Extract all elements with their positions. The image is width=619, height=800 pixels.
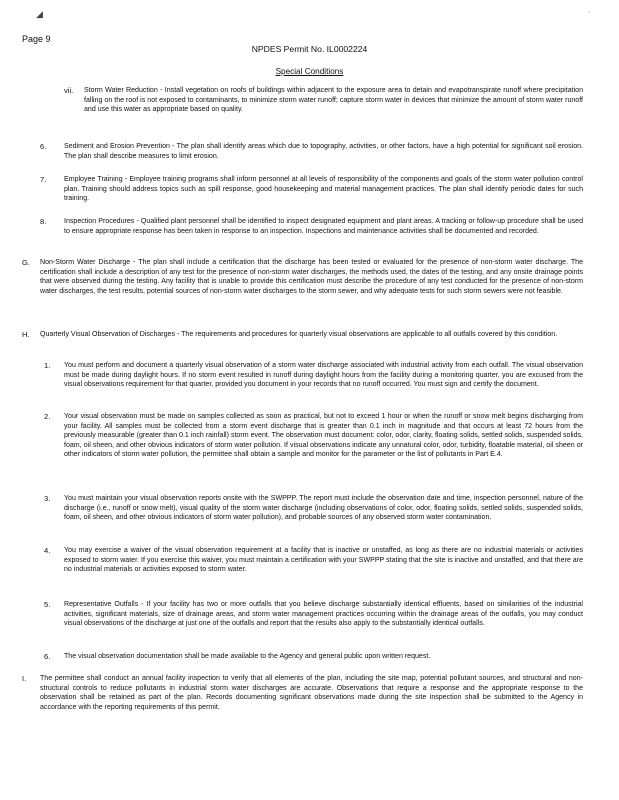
item-label: 1.: [44, 361, 51, 370]
section-label: H.: [22, 330, 30, 339]
item-label: 4.: [44, 546, 51, 555]
section-text: Quarterly Visual Observation of Discharges - The requirements and procedures for quarterly visual observations are applicable to all outfalls covered by this condition.: [40, 331, 558, 338]
item-text: You must perform and document a quarterly visual observation of a storm water discharge associated with industrial activity from each outfall. The visual observation must be made during daylight hours. If no storm event resulted in runoff during daylight hours from the facility during a monitoring quarter, you are excused from the visual observations requirement for that quarter, provided you document in your records that no runoff occurred. You must sign and certify the document.: [64, 362, 583, 389]
item-label: 6.: [40, 142, 47, 151]
item-text: Sediment and Erosion Prevention - The plan shall identify areas which due to topography, activities, or other factors, have a high potential for significant soil erosion. The plan shall describe measures to limit erosion.: [64, 143, 583, 160]
section-label: G.: [22, 258, 31, 267]
item-text: You must maintain your visual observation reports onsite with the SWPPP. The report must include the observation date and time, inspection personnel, nature of the discharge (i.e., runoff or snow melt), visual quality of the storm water discharge (including observations of color, odor, floating solids, settled solids, suspended solids, foam, oil sheen, and other obvious indicators of storm water pollution), and probable sources of any observed storm water contamination.: [64, 495, 583, 522]
item-text: Storm Water Reduction - Install vegetation on roofs of buildings within adjacent to the exposure area to detain and evapotranspirate runoff where precipitation falling on the roof is not exposed to contaminants, to minimize storm water runoff; capture storm water in devices that minimize the amount of storm water runoff and use this water as appropriate based on quality.: [84, 87, 583, 114]
item-text: Employee Training - Employee training programs shall inform personnel at all levels of responsibility of the components and goals of the storm water pollution control plan. Training should address topics such as spill response, good housekeeping and material management practices. The plan shall identify periodic dates for such training.: [64, 176, 583, 203]
section-title: Special Conditions: [275, 67, 344, 76]
section-text: The permittee shall conduct an annual facility inspection to verify that all elements of the plan, including the site map, potential pollutant sources, and structural and non-structural controls to reduce pollutants in industrial storm water discharges are accurate. Observations that require a response and the appropriate response to the observation shall be retained as part of the plan. Records documenting significant observations made during the site inspection shall be submitted to the Agency in accordance with the reporting requirements of this permit.: [40, 675, 583, 711]
permit-number: NPDES Permit No. IL0002224: [251, 44, 368, 54]
item-label: 8.: [40, 217, 47, 226]
item-text: Your visual observation must be made on samples collected as soon as practical, but not to exceed 1 hour or when the runoff or snow melt begins discharging from your facility. All samples must be collected from a storm event discharge that is greater than 0.1 inch in magnitude and that occurs at least 72 hours from the previously measurable (greater than 0.1 inch rainfall) storm event. The observation must document: color, odor, clarity, floating solids, settled solids, suspended solids, foam, oil sheen, and other obvious indicators of storm water pollution. If visual observations indicate any unnatural color, odor, turbidity, floatable material, oil sheen or other indicators of storm water pollution, the permittee shall obtain a sample and monitor for the parameter or the list of pollutants in Part E.4.: [64, 413, 583, 459]
section-label: I.: [22, 674, 27, 683]
item-label: 7.: [40, 175, 47, 184]
section-text: Non-Storm Water Discharge - The plan shall include a certification that the discharge has been tested or evaluated for the presence of non-storm water discharge. The certification shall include a description of any test for the presence of non-storm water discharges, the methods used, the dates of the testing, and any onsite drainage points that were observed during the testing. Any facility that is unable to provide this certification must describe the procedure of any test conducted for the presence of non-storm water discharges, the test results, potential sources of non-storm water discharges to the storm sewer, and why adequate tests for such storm sewers were not feasible.: [40, 259, 583, 295]
item-text: Inspection Procedures - Qualified plant personnel shall be identified to inspect designated equipment and plant areas. A tracking or follow-up procedure shall be used to ensure appropriate response has been taken in response to an inspection. Inspections and maintenance activities shall be documented and recorded.: [64, 218, 583, 235]
item-text: Representative Outfalls - If your facility has two or more outfalls that you believe discharge substantially identical effluents, based on similarities of the industrial activities, significant materials, size of drainage areas, and storm water management practices occurring within the drainage areas of the outfalls, you may conduct visual observations of the discharge at just one of the outfalls and report that the results also apply to the substantially identical outfalls.: [64, 601, 583, 628]
scan-artifact: ◢: [36, 9, 43, 19]
item-label: vii.: [64, 86, 74, 95]
item-label: 5.: [44, 600, 51, 609]
item-label: 6.: [44, 652, 51, 661]
scan-artifact: ·: [588, 9, 591, 16]
item-label: 2.: [44, 412, 51, 421]
item-text: You may exercise a waiver of the visual observation requirement at a facility that is inactive or unstaffed, as long as there are no industrial materials or activities exposed to storm water. If you exercise this waiver, you must maintain a certification with your SWPPP stating that the site is inactive and unstaffed, and that there are no industrial materials or activities exposed to storm water.: [64, 547, 583, 574]
item-text: The visual observation documentation shall be made available to the Agency and general public upon written request.: [64, 653, 431, 660]
page-number: Page 9: [22, 34, 51, 44]
item-label: 3.: [44, 494, 51, 503]
